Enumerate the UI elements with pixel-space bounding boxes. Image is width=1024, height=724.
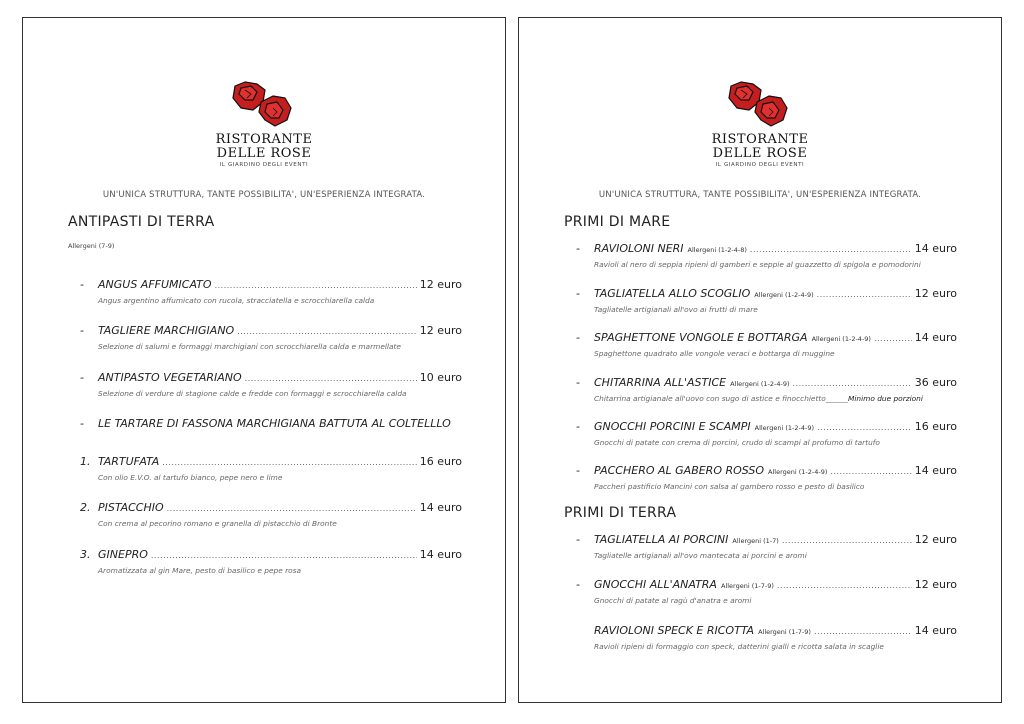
allergeni-note: Allergeni (7-9) — [68, 242, 115, 250]
item-description: Ravioli al nero di seppia ripieni di gamberi e seppie al guazzetto di spigola e pomodorini — [594, 260, 921, 269]
item-name: TAGLIATELLA AI PORCINI — [594, 533, 729, 546]
item-name: GNOCCHI ALL'ANATRA — [594, 578, 717, 591]
dot-leader — [817, 423, 912, 432]
menu-item — [80, 501, 462, 528]
item-marker: - — [576, 464, 580, 477]
item-description: Gnocchi di patate con crema di porcini, crudo di scampi al profumo di tartufo — [594, 438, 880, 447]
dot-leader — [793, 379, 912, 388]
brand-subtitle: IL GIARDINO DEGLI EVENTI — [715, 162, 805, 168]
menu-item — [576, 242, 957, 269]
tagline: UN'UNICA STRUTTURA, TANTE POSSIBILITA', UN'ESPERIENZA INTEGRATA. — [102, 190, 426, 200]
item-marker: - — [576, 376, 580, 389]
section-title-primi-mare: PRIMI DI MARE — [564, 214, 671, 230]
item-name: RAVIOLONI NERI — [594, 242, 684, 255]
item-description-text: Chitarrina artigianale all'uovo con sugo di astice e finocchietto______ — [594, 394, 848, 403]
item-price: 16 euro — [419, 455, 462, 468]
item-marker: - — [576, 533, 580, 546]
item-name: TAGLIATELLA ALLO SCOGLIO — [594, 287, 751, 300]
item-allergeni: Allergeni (1-2-4-9) — [768, 468, 828, 476]
item-description: Tagliatelle artigianali all'ovo ai frutti di mare — [594, 305, 758, 314]
item-description: Selezione di verdure di stagione calde e fredde con formaggi e scrocchiarella calda — [98, 389, 407, 398]
item-price: 36 euro — [914, 376, 957, 389]
item-price: 16 euro — [914, 420, 957, 433]
item-allergeni: Allergeni (1-2-4-8) — [687, 246, 747, 254]
menu-item — [80, 371, 462, 398]
item-allergeni: Allergeni (1-7) — [732, 537, 779, 545]
item-name: LE TARTARE DI FASSONA MARCHIGIANA BATTUTA AL COLTELLLO — [98, 417, 451, 430]
dot-leader — [237, 327, 417, 336]
item-description: Spaghettone quadrato alle vongole veraci e bottarga di muggine — [594, 349, 835, 358]
item-marker: 3. — [80, 548, 91, 561]
item-name: CHITARRINA ALL'ASTICE — [594, 376, 727, 389]
brand-name-line1: RISTORANTE — [711, 132, 809, 147]
item-description: Angus argentino affumicato con rucola, stracciatella e scrocchiarella calda — [98, 296, 375, 305]
restaurant-logo — [23, 80, 505, 168]
menu-item — [576, 624, 957, 651]
item-price: 14 euro — [914, 624, 957, 637]
rose-logo-icon — [229, 80, 299, 132]
item-name: ANGUS AFFUMICATO — [98, 278, 212, 291]
item-marker: - — [576, 331, 580, 344]
item-marker: - — [576, 420, 580, 433]
item-name: ANTIPASTO VEGETARIANO — [98, 371, 242, 384]
menu-item — [576, 420, 957, 447]
dot-leader — [245, 374, 417, 383]
section-title-primi-terra: PRIMI DI TERRA — [564, 505, 677, 521]
dot-leader — [874, 334, 912, 343]
menu-item — [576, 331, 957, 358]
item-name: TARTUFATA — [98, 455, 160, 468]
dot-leader — [830, 467, 911, 476]
menu-item — [80, 455, 462, 482]
dot-leader — [215, 281, 417, 290]
item-allergeni: Allergeni (1-2-4-9) — [730, 380, 790, 388]
item-marker: 1. — [80, 455, 91, 468]
item-description: Aromatizzata al gin Mare, pesto di basilico e pepe rosa — [98, 566, 302, 575]
item-allergeni: Allergeni (1-7-9) — [720, 582, 774, 590]
item-description: Ravioli ripieni di formaggio con speck, datterini gialli e ricotta salata in scaglie — [594, 642, 884, 651]
menu-item — [576, 533, 957, 560]
item-allergeni: Allergeni (1-2-4-9) — [754, 291, 814, 299]
dot-leader — [162, 458, 416, 467]
restaurant-logo — [519, 80, 1001, 168]
menu-item — [80, 548, 462, 575]
item-price: 14 euro — [914, 464, 957, 477]
dot-leader — [167, 504, 417, 513]
item-description: Paccheri pastificio Mancini con salsa al gambero rosso e pesto di basilico — [594, 482, 865, 491]
item-marker: - — [80, 371, 84, 384]
menu-item — [80, 417, 462, 430]
menu-page-primi — [518, 17, 1002, 703]
item-marker: - — [576, 578, 580, 591]
item-name: SPAGHETTONE VONGOLE E BOTTARGA — [594, 331, 808, 344]
brand-name-line2: DELLE ROSE — [216, 146, 312, 161]
item-marker: - — [576, 242, 580, 255]
item-price: 14 euro — [914, 331, 957, 344]
item-description: Con olio E.V.O. al tartufo bianco, pepe nero e lime — [98, 473, 283, 482]
item-name: RAVIOLONI SPECK E RICOTTA — [594, 624, 755, 637]
item-description: Con crema al pecorino romano e granella di pistacchio di Bronte — [98, 519, 337, 528]
item-description: Tagliatelle artigianali all'ovo mantecata ai porcini e aromi — [594, 551, 807, 560]
item-price: 14 euro — [419, 548, 462, 561]
menu-item — [576, 578, 957, 605]
menu-item — [80, 324, 462, 351]
item-allergeni: Allergeni (1-2-4-9) — [754, 424, 815, 432]
item-description: Selezione di salumi e formaggi marchigiani con scrocchiarella calda e marmellate — [98, 342, 401, 351]
item-marker: 2. — [80, 501, 91, 514]
dot-leader — [777, 581, 912, 590]
brand-name-line1: RISTORANTE — [215, 132, 313, 147]
item-price: 12 euro — [419, 278, 462, 291]
tagline: UN'UNICA STRUTTURA, TANTE POSSIBILITA', UN'ESPERIENZA INTEGRATA. — [598, 190, 922, 200]
item-name: PISTACCHIO — [98, 501, 164, 514]
menu-page-antipasti — [22, 17, 506, 703]
item-price: 14 euro — [419, 501, 462, 514]
menu-item — [576, 464, 957, 491]
item-description — [594, 394, 957, 403]
brand-name-line2: DELLE ROSE — [712, 146, 808, 161]
menu-item — [576, 287, 957, 314]
item-name: TAGLIERE MARCHIGIANO — [98, 324, 235, 337]
item-marker: - — [576, 287, 580, 300]
item-price: 10 euro — [419, 371, 462, 384]
dot-leader — [151, 551, 417, 560]
dot-leader — [782, 536, 912, 545]
menu-item — [80, 278, 462, 305]
brand-subtitle: IL GIARDINO DEGLI EVENTI — [219, 162, 309, 168]
item-price: 12 euro — [914, 533, 957, 546]
item-price: 14 euro — [914, 242, 957, 255]
rose-logo-icon — [725, 80, 795, 132]
dot-leader — [750, 245, 912, 254]
item-price: 12 euro — [914, 578, 957, 591]
item-price: 12 euro — [419, 324, 462, 337]
item-name: GINEPRO — [98, 548, 148, 561]
item-name: PACCHERO AL GABERO ROSSO — [594, 464, 765, 477]
item-allergeni: Allergeni (1-2-4-9) — [811, 335, 871, 343]
item-marker: - — [80, 417, 84, 430]
minimum-portions-note: Minimo due porzioni — [847, 394, 923, 403]
section-title-antipasti: ANTIPASTI DI TERRA — [68, 214, 215, 230]
item-price: 12 euro — [914, 287, 957, 300]
item-allergeni: Allergeni (1-7-9) — [758, 628, 811, 636]
item-description: Gnocchi di patate al ragù d'anatra e aromi — [594, 596, 752, 605]
dot-leader — [817, 290, 912, 299]
dot-leader — [814, 627, 912, 636]
item-marker: - — [80, 324, 84, 337]
item-name: GNOCCHI PORCINI E SCAMPI — [594, 420, 751, 433]
menu-item — [576, 376, 957, 403]
item-marker: - — [80, 278, 84, 291]
